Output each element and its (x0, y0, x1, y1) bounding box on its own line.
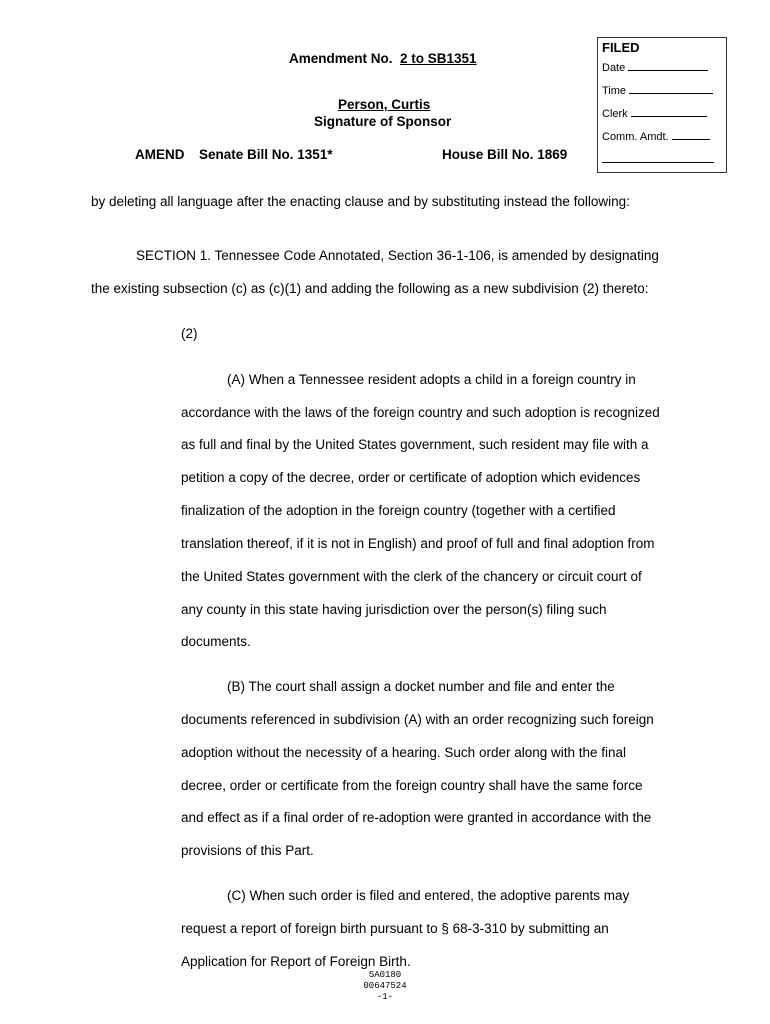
page-number: -1- (376, 992, 394, 1002)
intro-text: by deleting all language after the enacting clause and by substituting instead the following: (91, 194, 630, 209)
filed-comm-label: Comm. Amdt. (602, 131, 669, 143)
para-a-line: accordance with the laws of the foreign country and such adoption is recognized (181, 405, 660, 420)
page-footer (0, 970, 770, 1003)
para-b-line: adoption without the necessity of a hearing. Such order along with the final (181, 745, 627, 760)
para-b-line: provisions of this Part. (181, 843, 314, 858)
subdivision-2-label: (2) (181, 326, 198, 341)
filed-date-blank (628, 60, 708, 71)
sponsor-name: Person, Curtis (338, 97, 431, 112)
section1-line1: SECTION 1. Tennessee Code Annotated, Section 36-1-106, is amended by designating (136, 248, 659, 263)
para-a-line: finalization of the adoption in the foreign country (together with a certified (181, 503, 616, 518)
house-bill: House Bill No. 1869 (442, 147, 568, 162)
para-a-line: documents. (181, 634, 251, 649)
amendment-title (289, 51, 477, 66)
filed-comm-row (602, 129, 710, 143)
filed-time-label: Time (602, 85, 627, 97)
para-a-line: (A) When a Tennessee resident adopts a child in a foreign country in (227, 372, 636, 387)
para-a-line: petition a copy of the decree, order or certificate of adoption which evidences (181, 470, 641, 485)
filed-clerk-label: Clerk (602, 108, 628, 120)
senate-bill: Senate Bill No. 1351* (199, 147, 333, 162)
amendment-number: 2 to SB1351 (400, 51, 477, 66)
para-b-line: decree, order or certificate from the foreign country shall have the same force (181, 778, 643, 793)
para-a-line: translation thereof, if it is not in English) and proof of full and final adoption from (181, 536, 655, 551)
sponsor-caption: Signature of Sponsor (314, 114, 452, 129)
para-a-line: as full and final by the United States government, such resident may file with a (181, 437, 649, 452)
para-c-line: request a report of foreign birth pursuant to § 68-3-310 by submitting an (181, 921, 609, 936)
filed-date-label: Date (602, 62, 626, 74)
para-b-line: documents referenced in subdivision (A) with an order recognizing such foreign (181, 712, 654, 727)
filed-date-row (602, 60, 708, 74)
filed-extra-blank (602, 152, 714, 163)
section1-line2: the existing subsection (c) as (c)(1) and adding the following as a new subdivision (2) thereto: (91, 281, 649, 296)
para-c-line: (C) When such order is filed and entered, the adoptive parents may (227, 888, 630, 903)
footer-code-1: SA0180 (368, 970, 402, 980)
filed-clerk-blank (631, 106, 707, 117)
filed-stamp-box (597, 37, 727, 173)
filed-extra-row (602, 152, 714, 166)
filed-title: FILED (602, 40, 640, 55)
para-b-line: and effect as if a final order of re-adoption were granted in accordance with the (181, 810, 652, 825)
amend-label: AMEND (135, 147, 185, 162)
footer-code-2: 00647524 (363, 981, 407, 991)
amendment-prefix: Amendment No. (289, 51, 393, 66)
para-c-line: Application for Report of Foreign Birth. (181, 954, 411, 969)
para-b-line: (B) The court shall assign a docket number and file and enter the (227, 679, 615, 694)
para-a-line: any county in this state having jurisdiction over the person(s) filing such (181, 602, 607, 617)
filed-clerk-row (602, 106, 707, 120)
filed-time-blank (629, 83, 713, 94)
para-a-line: the United States government with the clerk of the chancery or circuit court of (181, 569, 642, 584)
filed-time-row (602, 83, 713, 97)
filed-comm-blank (672, 129, 710, 140)
